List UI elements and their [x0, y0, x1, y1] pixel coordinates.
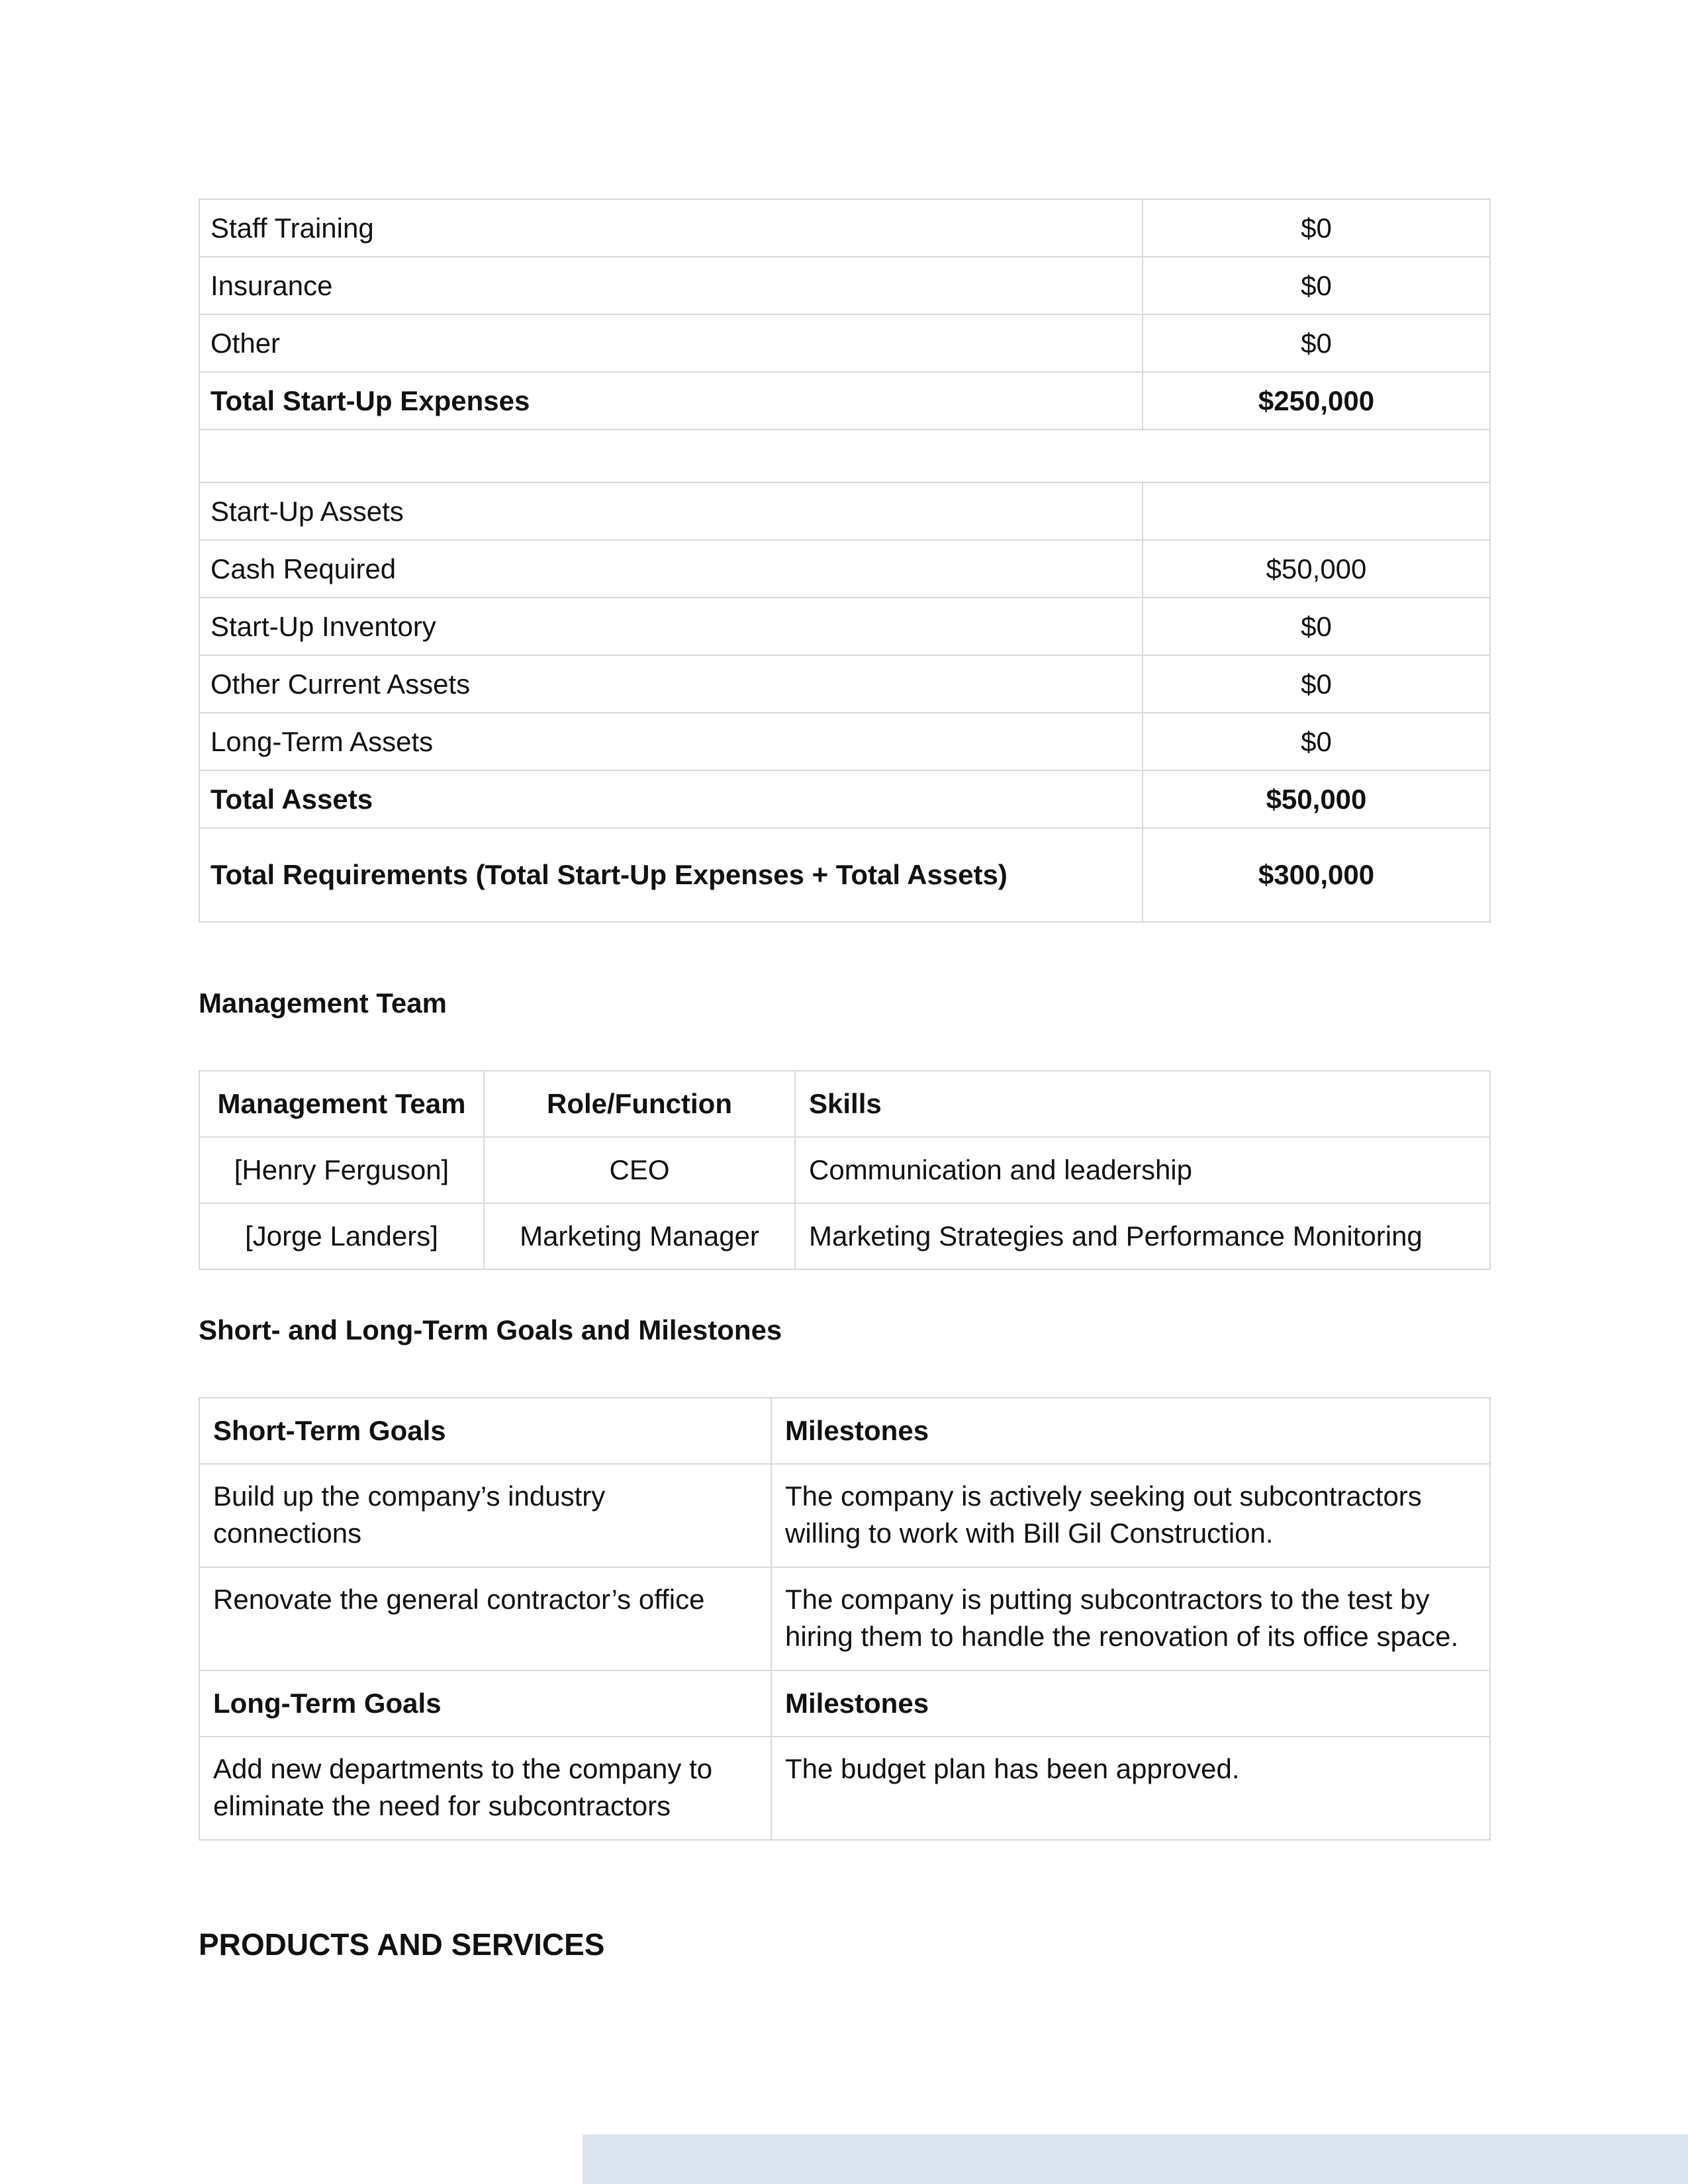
member-skills: Marketing Strategies and Performance Monitoring [795, 1203, 1490, 1269]
total-row [199, 828, 1490, 922]
table-row [199, 1464, 1490, 1567]
footer-band [583, 2134, 1688, 2184]
empty-cell [199, 430, 1490, 482]
total-expenses-value: $250,000 [1143, 372, 1490, 430]
column-header: Skills [795, 1071, 1490, 1137]
goals-milestones-table [199, 1397, 1491, 1841]
table-row [199, 1137, 1490, 1203]
table-header-row [199, 1398, 1490, 1464]
row-label: Staff Training [199, 199, 1143, 257]
milestone-cell: The budget plan has been approved. [771, 1737, 1490, 1840]
goals-milestones-heading: Short- and Long-Term Goals and Milestones [199, 1314, 782, 1345]
management-team-table [199, 1070, 1491, 1270]
column-header: Milestones [771, 1670, 1490, 1737]
total-row [199, 372, 1490, 430]
table-row [199, 598, 1490, 655]
member-name: [Henry Ferguson] [199, 1137, 484, 1203]
member-role: Marketing Manager [484, 1203, 795, 1269]
total-assets-value: $50,000 [1143, 770, 1490, 828]
total-assets-label: Total Assets [199, 770, 1143, 828]
column-header: Short-Term Goals [199, 1398, 771, 1464]
table-row [199, 1737, 1490, 1840]
table-row [199, 257, 1490, 314]
table-row [199, 655, 1490, 713]
row-value: $50,000 [1143, 540, 1490, 598]
row-value: $0 [1143, 199, 1490, 257]
row-value: $0 [1143, 598, 1490, 655]
table-row [199, 1567, 1490, 1670]
milestone-cell: The company is putting subcontractors to the test by hiring them to handle the renovation of its office space. [771, 1567, 1490, 1670]
empty-cell [1143, 482, 1490, 540]
row-label: Start-Up Inventory [199, 598, 1143, 655]
row-label: Other Current Assets [199, 655, 1143, 713]
table-row [199, 482, 1490, 540]
total-expenses-label: Total Start-Up Expenses [199, 372, 1143, 430]
management-team-heading: Management Team [199, 987, 447, 1019]
row-label: Long-Term Assets [199, 713, 1143, 770]
total-requirements-value: $300,000 [1143, 828, 1490, 922]
member-role: CEO [484, 1137, 795, 1203]
table-row [199, 199, 1490, 257]
row-label: Insurance [199, 257, 1143, 314]
table-row [199, 1203, 1490, 1269]
member-skills: Communication and leadership [795, 1137, 1490, 1203]
total-row [199, 770, 1490, 828]
products-services-heading: PRODUCTS AND SERVICES [199, 1927, 605, 1962]
row-label: Cash Required [199, 540, 1143, 598]
goal-cell: Add new departments to the company to eliminate the need for subcontractors [199, 1737, 771, 1840]
table-header-row [199, 1071, 1490, 1137]
row-value: $0 [1143, 713, 1490, 770]
total-requirements-label: Total Requirements (Total Start-Up Expenses + Total Assets) [199, 828, 1143, 922]
table-row [199, 540, 1490, 598]
row-value: $0 [1143, 314, 1490, 372]
column-header: Role/Function [484, 1071, 795, 1137]
table-row [199, 314, 1490, 372]
milestone-cell: The company is actively seeking out subcontractors willing to work with Bill Gil Construction. [771, 1464, 1490, 1567]
goal-cell: Renovate the general contractor’s office [199, 1567, 771, 1670]
spacer-row [199, 430, 1490, 482]
row-label: Other [199, 314, 1143, 372]
table-row [199, 713, 1490, 770]
goal-cell: Build up the company’s industry connections [199, 1464, 771, 1567]
row-value: $0 [1143, 655, 1490, 713]
assets-header: Start-Up Assets [199, 482, 1143, 540]
column-header: Milestones [771, 1398, 1490, 1464]
row-value: $0 [1143, 257, 1490, 314]
column-header: Long-Term Goals [199, 1670, 771, 1737]
startup-costs-table [199, 199, 1491, 923]
column-header: Management Team [199, 1071, 484, 1137]
member-name: [Jorge Landers] [199, 1203, 484, 1269]
table-header-row [199, 1670, 1490, 1737]
